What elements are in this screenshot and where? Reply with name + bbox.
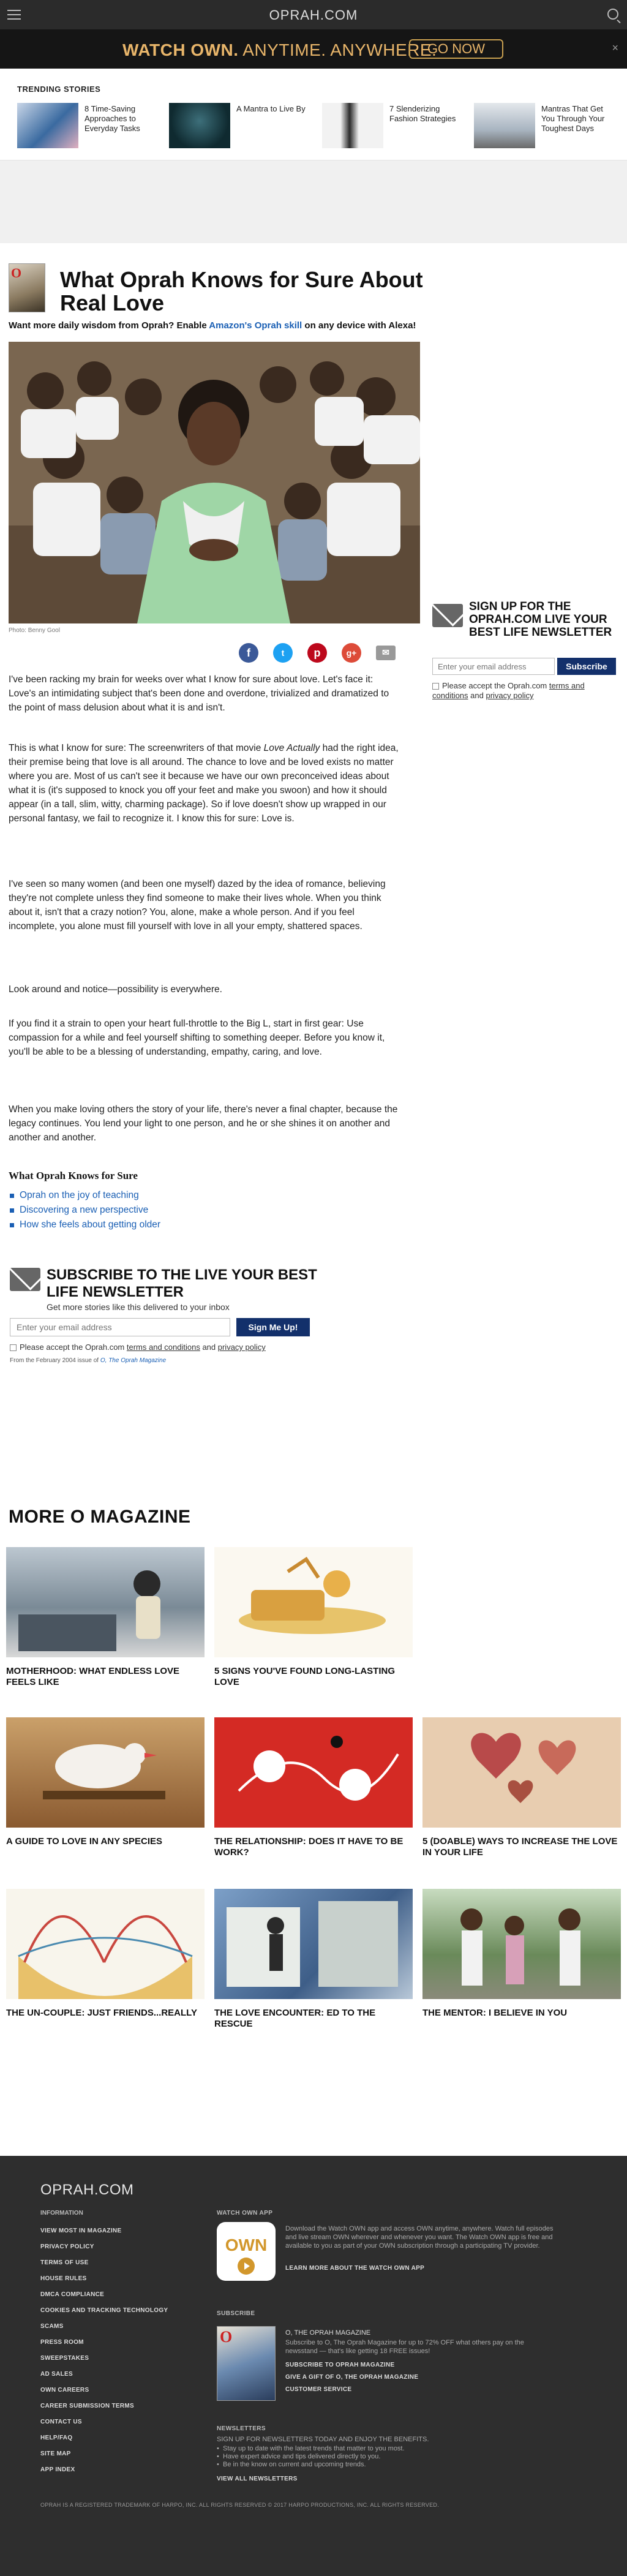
newsletters-subheading: SIGN UP FOR NEWSLETTERS TODAY AND ENJOY THE BENEFITS. (217, 2436, 429, 2443)
own-app-heading: WATCH OWN APP (217, 2210, 273, 2216)
trending-stories (0, 69, 627, 160)
story-illustration (214, 1889, 413, 1999)
site-logo[interactable]: OPRAH.COM (269, 7, 358, 23)
story-illustration (214, 1547, 413, 1657)
footer-link[interactable]: HELP/FAQ (40, 2435, 73, 2441)
trending-heading: TRENDING STORIES (17, 85, 101, 94)
own-app-link[interactable]: LEARN MORE ABOUT THE WATCH OWN APP (285, 2265, 425, 2272)
trending-thumbnail[interactable] (169, 103, 230, 148)
trending-item[interactable] (169, 103, 310, 152)
trending-thumbnail[interactable] (474, 103, 535, 148)
newsletter-subtext: Get more stories like this delivered to your inbox (47, 1302, 230, 1312)
footer-links (40, 2223, 168, 2478)
story-caption[interactable]: 5 SIGNS YOU'VE FOUND LONG-LASTING LOVE (214, 1666, 395, 1687)
story-image[interactable] (6, 1889, 205, 1999)
and-text: and (468, 691, 486, 700)
story-illustration (6, 1889, 205, 1999)
story-card[interactable] (214, 1547, 413, 1688)
site-footer (0, 2156, 627, 2576)
envelope-icon (10, 1268, 40, 1291)
story-image[interactable] (214, 1717, 413, 1828)
story-illustration (214, 1717, 413, 1828)
photo-credit: Photo: Benny Gool (9, 627, 60, 634)
email-icon[interactable]: ✉ (376, 646, 396, 660)
gift-link[interactable]: GIVE A GIFT OF O, THE OPRAH MAGAZINE (285, 2374, 419, 2381)
promo-banner[interactable] (0, 29, 627, 69)
footer-link[interactable]: SWEEPSTAKES (40, 2355, 89, 2362)
trending-item[interactable] (322, 103, 463, 152)
magazine-logo: O (220, 2328, 233, 2346)
story-caption[interactable]: THE LOVE ENCOUNTER: ED TO THE RESCUE (214, 2008, 376, 2029)
pinterest-icon[interactable]: p (307, 643, 327, 663)
related-link[interactable]: Oprah on the joy of teaching (9, 1188, 160, 1203)
trending-label[interactable]: Mantras That Get You Through Your Toughest Days (541, 104, 605, 133)
story-image[interactable] (422, 1717, 621, 1828)
story-illustration (6, 1547, 205, 1657)
envelope-icon (432, 604, 463, 627)
intro-text-end: on any device with Alexa! (302, 320, 416, 331)
promo-text-1: WATCH OWN. (122, 40, 239, 59)
newsletter-heading: SUBSCRIBE TO THE LIVE YOUR BEST LIFE NEWSLETTER (47, 1267, 317, 1300)
footer-link[interactable]: SCAMS (40, 2323, 64, 2330)
story-card[interactable] (6, 1717, 205, 1847)
story-caption[interactable]: 5 (DOABLE) WAYS TO INCREASE THE LOVE IN YOUR LIFE (422, 1836, 618, 1858)
footer-link[interactable]: VIEW MOST IN MAGAZINE (40, 2228, 122, 2234)
twitter-icon[interactable]: t (273, 643, 293, 663)
newsletter-signup (9, 1267, 413, 1371)
privacy-link[interactable]: privacy policy (486, 691, 534, 700)
view-all-newsletters-link[interactable]: VIEW ALL NEWSLETTERS (217, 2476, 298, 2482)
newsletter-benefits (217, 2445, 405, 2469)
search-icon[interactable] (607, 9, 618, 20)
google-plus-icon[interactable]: g+ (342, 643, 361, 663)
story-image[interactable] (214, 1889, 413, 1999)
footer-link[interactable]: PRIVACY POLICY (40, 2243, 94, 2250)
trending-label[interactable]: 8 Time-Saving Approaches to Everyday Tasks (84, 104, 140, 133)
article-paragraph: When you make loving others the story of your life, there's never a final chapter, because the legacy continues. You lend your light to one person, and he or she shines it on another and another and another. (9, 1104, 398, 1143)
story-card[interactable] (214, 1717, 413, 1858)
hero-photo (9, 342, 420, 623)
issue-credit (10, 1357, 166, 1364)
o-magazine-logo: O (11, 265, 22, 281)
magazine-name[interactable]: O, The Oprah Magazine (100, 1357, 167, 1364)
footer-link[interactable]: AD SALES (40, 2371, 73, 2378)
own-app-description: Download the Watch OWN app and access OWN anytime, anywhere. Watch full episodes and live stream OWN wherever and whenever you want. The Watch OWN app is free and available to you as part of your OWN subscription through a participating TV provider. (285, 2225, 554, 2250)
story-card[interactable] (6, 1547, 205, 1688)
benefit-item: • Stay up to date with the latest trends that matter to you most. (217, 2445, 405, 2453)
article-paragraph (9, 741, 400, 826)
footer-link[interactable]: COOKIES AND TRACKING TECHNOLOGY (40, 2307, 168, 2314)
article-title: What Oprah Knows for Sure About Real Love (60, 267, 423, 315)
privacy-link[interactable]: privacy policy (217, 1343, 266, 1352)
accept-text: Please accept the Oprah.com (20, 1343, 127, 1352)
magazine-title: O, THE OPRAH MAGAZINE (285, 2329, 371, 2337)
related-heading: What Oprah Knows for Sure (9, 1170, 138, 1181)
accept-checkbox[interactable] (10, 1344, 17, 1351)
share-bar (239, 643, 416, 665)
newsletters-heading: NEWSLETTERS (217, 2425, 266, 2432)
issue-text: From the February 2004 issue of (10, 1357, 100, 1364)
story-image[interactable] (6, 1547, 205, 1657)
article-paragraph: If you find it a strain to open your heart full-throttle to the Big L, start in first gear: Use compassion for a while and feel yourself shifting to something deeper. Before you know it, you'll be able to be a blessing of understanding, empathy, caring, and love. (9, 1019, 385, 1057)
accept-text: Please accept the Oprah.com (442, 681, 549, 690)
promo-text (122, 40, 437, 60)
footer-link[interactable]: CAREER SUBMISSION TERMS (40, 2403, 135, 2409)
customer-service-link[interactable]: CUSTOMER SERVICE (285, 2386, 352, 2393)
footer-link[interactable]: DMCA COMPLIANCE (40, 2291, 105, 2298)
top-navigation-bar (0, 0, 627, 29)
story-illustration (422, 1717, 621, 1828)
story-caption[interactable]: THE RELATIONSHIP: DOES IT HAVE TO BE WORK? (214, 1836, 404, 1858)
footer-link[interactable]: PRESS ROOM (40, 2339, 84, 2346)
more-o-heading: MORE O MAGAZINE (9, 1507, 191, 1527)
story-caption[interactable]: THE UN-COUPLE: JUST FRIENDS...REALLY (6, 2008, 197, 2018)
accept-terms (10, 1343, 266, 1352)
magazine-cover[interactable] (217, 2326, 276, 2401)
trending-thumbnail[interactable] (322, 103, 383, 148)
article-paragraph: I've seen so many women (and been one myself) dazed by the idea of romance, believing they're not complete unless they find someone to make their lives whole. When you think about it, isn't that a crazy notion? You, alone, make a whole person. And if you feel incomplete, you alone must fill yourself with love in all your empty, shattered spaces. (9, 879, 386, 932)
o-magazine-cover[interactable] (9, 263, 45, 312)
sidebar-accept-checkbox[interactable] (432, 683, 439, 690)
story-card[interactable] (6, 1889, 205, 2019)
article-paragraph: I've been racking my brain for weeks over what I know for sure about love. Let's face it: Love's an intimidating subject that's been done and overdone, trivialized and dramatized to the point of mass delusion about what it is and isn't. (9, 674, 389, 713)
story-card[interactable] (422, 1717, 621, 1858)
related-links (9, 1188, 160, 1232)
own-logo-text: OWN (225, 2235, 268, 2254)
subscribe-link[interactable]: SUBSCRIBE TO OPRAH MAGAZINE (285, 2362, 395, 2368)
related-link[interactable]: How she feels about getting older (9, 1218, 160, 1232)
article-intro (9, 320, 425, 331)
story-illustration (6, 1717, 205, 1828)
trending-label[interactable]: A Mantra to Live By (236, 104, 306, 113)
alexa-skill-link[interactable]: Amazon's Oprah skill (209, 320, 302, 331)
story-card[interactable] (214, 1889, 413, 2030)
ad-space (0, 160, 627, 243)
story-image[interactable] (214, 1547, 413, 1657)
story-caption[interactable]: THE MENTOR: I BELIEVE IN YOU (422, 2008, 568, 2018)
email-field[interactable] (10, 1318, 230, 1336)
subscribe-heading: SUBSCRIBE (217, 2310, 255, 2317)
article-paragraph: Look around and notice—possibility is everywhere. (9, 984, 222, 995)
story-image[interactable] (422, 1889, 621, 1999)
movie-title: Love Actually (263, 743, 320, 753)
own-app-logo[interactable] (217, 2222, 276, 2281)
trending-item[interactable] (17, 103, 158, 152)
trending-thumbnail[interactable] (17, 103, 78, 148)
subscribe-button[interactable]: Subscribe (557, 658, 616, 675)
sidebar-email-field[interactable] (432, 658, 555, 675)
facebook-icon[interactable]: f (239, 643, 258, 663)
footer-link[interactable]: OWN CAREERS (40, 2387, 89, 2393)
footer-logo[interactable]: OPRAH.COM (40, 2182, 134, 2198)
sidebar-newsletter-heading: SIGN UP FOR THE OPRAH.COM LIVE YOUR BEST LIFE NEWSLETTER (469, 600, 612, 639)
benefit-item: • Be in the know on current and upcoming trends. (217, 2461, 405, 2469)
play-icon (238, 2258, 255, 2275)
story-caption[interactable]: A GUIDE TO LOVE IN ANY SPECIES (6, 1836, 163, 1847)
footer-link[interactable]: APP INDEX (40, 2466, 75, 2473)
copyright: OPRAH IS A REGISTERED TRADEMARK OF HARPO, INC. ALL RIGHTS RESERVED © 2017 HARPO PRODUCTIONS, INC. ALL RIGHTS RESERVED. (40, 2502, 440, 2508)
trending-label[interactable]: 7 Slenderizing Fashion Strategies (389, 104, 456, 123)
sidebar-newsletter (432, 600, 616, 723)
story-card[interactable] (422, 1889, 621, 2019)
paragraph-text: This is what I know for sure: The screenwriters of that movie (9, 743, 264, 753)
story-caption[interactable]: MOTHERHOOD: WHAT ENDLESS LOVE FEELS LIKE (6, 1666, 180, 1687)
and-text: and (200, 1343, 218, 1352)
footer-link[interactable]: SITE MAP (40, 2450, 71, 2457)
go-now-button[interactable]: GO NOW (409, 39, 503, 59)
hero-photo-illustration (9, 342, 420, 623)
close-icon[interactable]: × (612, 42, 618, 54)
terms-link[interactable]: terms and conditions (432, 681, 585, 700)
footer-link[interactable]: TERMS OF USE (40, 2259, 89, 2266)
sign-me-up-button[interactable]: Sign Me Up! (236, 1318, 310, 1336)
benefit-item: • Have expert advice and tips delivered directly to you. (217, 2453, 405, 2461)
footer-link[interactable]: HOUSE RULES (40, 2275, 87, 2282)
footer-link[interactable]: CONTACT US (40, 2419, 82, 2425)
trending-item[interactable] (474, 103, 615, 152)
magazine-description: Subscribe to O, The Oprah Magazine for up to 72% OFF what others pay on the newsstand — that's like getting 18 FREE issues! (285, 2339, 524, 2355)
related-link[interactable]: Discovering a new perspective (9, 1203, 160, 1218)
sidebar-accept-terms (432, 681, 616, 701)
story-illustration (422, 1889, 621, 1999)
story-image[interactable] (6, 1717, 205, 1828)
paragraph-text: had the right idea, their premise being that love is all around. The chance to love and be loved exists no matter where you are. Most of us can't see it because we have our own preconceived ideas about what it is (it's supposed to knock you off your feet and make you swoon) and how it should appear (in a tall, slim, witty, charming package). So if love doesn't show up wrapped in our personal fantasy, we fail to recognize it. I know this for sure: Love is. (9, 743, 399, 824)
terms-link[interactable]: terms and conditions (126, 1343, 200, 1352)
intro-text: Want more daily wisdom from Oprah? Enable (9, 320, 209, 331)
promo-text-2: ANYTIME. ANYWHERE. (238, 40, 437, 59)
information-heading: INFORMATION (40, 2210, 83, 2216)
